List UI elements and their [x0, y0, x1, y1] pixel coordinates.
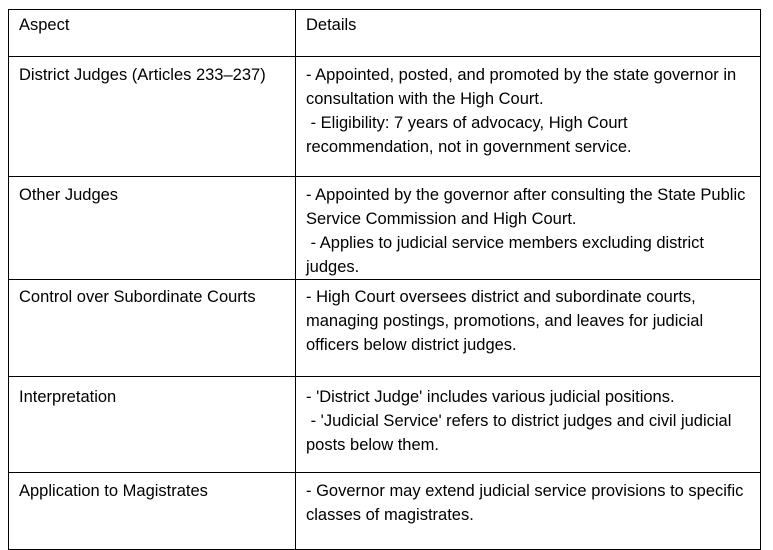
detail-line: - Appointed by the governor after consulting the State Public Service Commission and High Court.	[306, 186, 750, 228]
detail-line: - Applies to judicial service members excluding district judges.	[306, 234, 709, 276]
detail-line: - High Court oversees district and subordinate courts, managing postings, promotions, and leaves for judicial officers below district judges.	[306, 288, 708, 354]
detail-line: - 'District Judge' includes various judicial positions.	[306, 388, 675, 406]
details-cell	[296, 473, 761, 550]
details-cell	[296, 280, 761, 377]
table-row	[9, 377, 761, 473]
aspect-cell: District Judges (Articles 233–237)	[9, 57, 296, 177]
details-cell	[296, 57, 761, 177]
detail-line: - Appointed, posted, and promoted by the state governor in consultation with the High Court.	[306, 66, 741, 108]
table-row	[9, 473, 761, 550]
table-header-row	[9, 10, 761, 57]
detail-line: - Eligibility: 7 years of advocacy, High Court recommendation, not in government service.	[306, 114, 633, 156]
header-aspect: Aspect	[9, 10, 296, 57]
details-cell	[296, 177, 761, 280]
detail-line: - Governor may extend judicial service provisions to specific classes of magistrates.	[306, 482, 749, 524]
table-row	[9, 177, 761, 280]
table-row	[9, 280, 761, 377]
table-row	[9, 57, 761, 177]
detail-line: - 'Judicial Service' refers to district judges and civil judicial posts below them.	[306, 412, 736, 454]
aspect-cell: Application to Magistrates	[9, 473, 296, 550]
aspect-cell: Control over Subordinate Courts	[9, 280, 296, 377]
details-cell	[296, 377, 761, 473]
aspect-cell: Interpretation	[9, 377, 296, 473]
header-details: Details	[296, 10, 761, 57]
aspect-details-table	[8, 9, 761, 550]
aspect-cell: Other Judges	[9, 177, 296, 280]
